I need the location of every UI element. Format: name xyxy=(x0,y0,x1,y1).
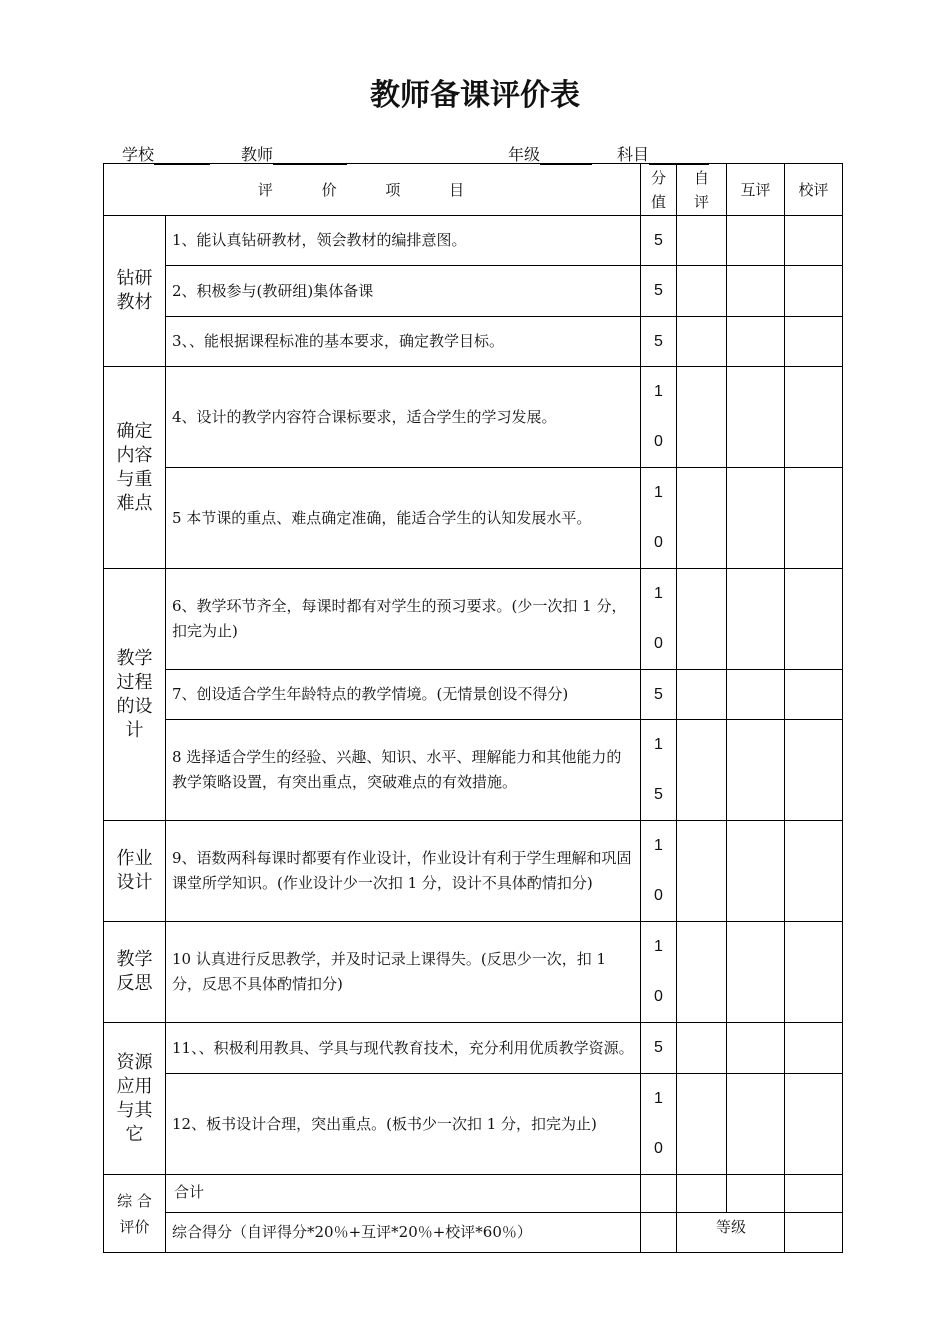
item-score: 5 xyxy=(641,1023,677,1074)
item-text: 5 本节课的重点、难点确定准确，能适合学生的认知发展水平。 xyxy=(166,468,641,569)
item-text: 1、能认真钻研教材，领会教材的编排意图。 xyxy=(166,216,641,266)
school-score-cell[interactable] xyxy=(785,569,843,670)
item-text: 6、教学环节齐全，每课时都有对学生的预习要求。(少一次扣 1 分，扣完为止) xyxy=(166,569,641,670)
school-score-cell[interactable] xyxy=(785,922,843,1023)
column-header-school: 校评 xyxy=(785,164,843,216)
category-cell: 钻研教材 xyxy=(104,216,166,367)
table-row xyxy=(104,670,843,720)
subject-field xyxy=(617,142,709,165)
item-text: 4、设计的教学内容符合课标要求，适合学生的学习发展。 xyxy=(166,367,641,468)
school-score-cell[interactable] xyxy=(785,1074,843,1175)
self-score-cell[interactable] xyxy=(677,821,727,922)
table-row xyxy=(104,1074,843,1175)
school-score-cell[interactable] xyxy=(785,670,843,720)
item-score: 10 xyxy=(641,821,677,922)
self-score-cell[interactable] xyxy=(677,1074,727,1175)
table-header-row xyxy=(104,164,843,216)
table-row xyxy=(104,468,843,569)
table-row xyxy=(104,266,843,317)
item-score: 5 xyxy=(641,317,677,367)
category-cell: 确定内容与重难点 xyxy=(104,367,166,569)
school-score-cell[interactable] xyxy=(785,821,843,922)
table-row xyxy=(104,720,843,821)
peer-score-cell[interactable] xyxy=(727,367,785,468)
school-score-cell[interactable] xyxy=(785,720,843,821)
total-peer-cell[interactable] xyxy=(727,1175,785,1213)
column-header-peer: 互评 xyxy=(727,164,785,216)
grade-field xyxy=(508,142,592,165)
table-row xyxy=(104,367,843,468)
school-label: 学校 xyxy=(122,145,155,164)
formula-text: 综合得分（自评得分*20％+互评*20％+校评*60％） xyxy=(166,1213,641,1253)
school-score-cell[interactable] xyxy=(785,317,843,367)
category-cell: 作业设计 xyxy=(104,821,166,922)
summary-total-row xyxy=(104,1175,843,1213)
peer-score-cell[interactable] xyxy=(727,922,785,1023)
self-score-cell[interactable] xyxy=(677,922,727,1023)
item-score: 5 xyxy=(641,216,677,266)
self-score-cell[interactable] xyxy=(677,569,727,670)
grade-value-cell[interactable] xyxy=(785,1213,843,1253)
category-cell: 资源应用与其它 xyxy=(104,1023,166,1175)
item-text: 12、板书设计合理，突出重点。(板书少一次扣 1 分，扣完为止) xyxy=(166,1074,641,1175)
total-self-cell[interactable] xyxy=(677,1175,727,1213)
item-score: 10 xyxy=(641,922,677,1023)
peer-score-cell[interactable] xyxy=(727,317,785,367)
peer-score-cell[interactable] xyxy=(727,468,785,569)
column-header-item: 评 价 项 目 xyxy=(104,164,641,216)
page-title: 教师备课评价表 xyxy=(370,78,580,113)
table-row xyxy=(104,317,843,367)
peer-score-cell[interactable] xyxy=(727,1023,785,1074)
school-score-cell[interactable] xyxy=(785,468,843,569)
peer-score-cell[interactable] xyxy=(727,670,785,720)
self-score-cell[interactable] xyxy=(677,216,727,266)
item-score: 10 xyxy=(641,1074,677,1175)
table-row xyxy=(104,216,843,266)
peer-score-cell[interactable] xyxy=(727,1074,785,1175)
item-score: 10 xyxy=(641,468,677,569)
item-score: 15 xyxy=(641,720,677,821)
item-score: 5 xyxy=(641,266,677,317)
total-score-cell[interactable] xyxy=(641,1175,677,1213)
table-row xyxy=(104,922,843,1023)
item-text: 2、积极参与(教研组)集体备课 xyxy=(166,266,641,317)
table-row xyxy=(104,569,843,670)
peer-score-cell[interactable] xyxy=(727,569,785,670)
school-field xyxy=(122,142,210,165)
item-score: 10 xyxy=(641,367,677,468)
peer-score-cell[interactable] xyxy=(727,720,785,821)
item-text: 10 认真进行反思教学，并及时记录上课得失。(反思少一次，扣 1 分，反思不具体酌情扣分) xyxy=(166,922,641,1023)
teacher-label: 教师 xyxy=(241,145,274,164)
summary-label-cell: 综 合 评价 xyxy=(104,1175,166,1253)
item-text: 7、创设适合学生年龄特点的教学情境。(无情景创设不得分) xyxy=(166,670,641,720)
grade-label: 等级 xyxy=(677,1213,785,1253)
school-score-cell[interactable] xyxy=(785,367,843,468)
school-score-cell[interactable] xyxy=(785,1023,843,1074)
column-header-score: 分值 xyxy=(641,164,677,216)
category-cell: 教学反思 xyxy=(104,922,166,1023)
subject-label: 科目 xyxy=(617,145,650,164)
school-score-cell[interactable] xyxy=(785,216,843,266)
total-school-cell[interactable] xyxy=(785,1175,843,1213)
table-row xyxy=(104,821,843,922)
peer-score-cell[interactable] xyxy=(727,821,785,922)
peer-score-cell[interactable] xyxy=(727,216,785,266)
item-text: 8 选择适合学生的经验、兴趣、知识、水平、理解能力和其他能力的教学策略设置，有突出重点，突破难点的有效措施。 xyxy=(166,720,641,821)
self-score-cell[interactable] xyxy=(677,1023,727,1074)
item-text: 3、、能根据课程标准的基本要求，确定教学目标。 xyxy=(166,317,641,367)
item-text: 9、语数两科每课时都要有作业设计，作业设计有利于学生理解和巩固课堂所学知识。(作业设计少一次扣 1 分，设计不具体酌情扣分) xyxy=(166,821,641,922)
item-score: 5 xyxy=(641,670,677,720)
formula-score-cell[interactable] xyxy=(641,1213,677,1253)
item-score: 10 xyxy=(641,569,677,670)
self-score-cell[interactable] xyxy=(677,468,727,569)
teacher-field xyxy=(241,142,347,165)
peer-score-cell[interactable] xyxy=(727,266,785,317)
total-label: 合计 xyxy=(166,1175,641,1213)
self-score-cell[interactable] xyxy=(677,266,727,317)
evaluation-table xyxy=(103,163,843,1253)
self-score-cell[interactable] xyxy=(677,670,727,720)
column-header-self: 自评 xyxy=(677,164,727,216)
self-score-cell[interactable] xyxy=(677,720,727,821)
item-text: 11、、积极利用教具、学具与现代教育技术，充分利用优质教学资源。 xyxy=(166,1023,641,1074)
summary-formula-row xyxy=(104,1213,843,1253)
self-score-cell[interactable] xyxy=(677,317,727,367)
self-score-cell[interactable] xyxy=(677,367,727,468)
school-score-cell[interactable] xyxy=(785,266,843,317)
grade-label: 年级 xyxy=(508,145,541,164)
table-row xyxy=(104,1023,843,1074)
category-cell: 教学过程的设计 xyxy=(104,569,166,821)
